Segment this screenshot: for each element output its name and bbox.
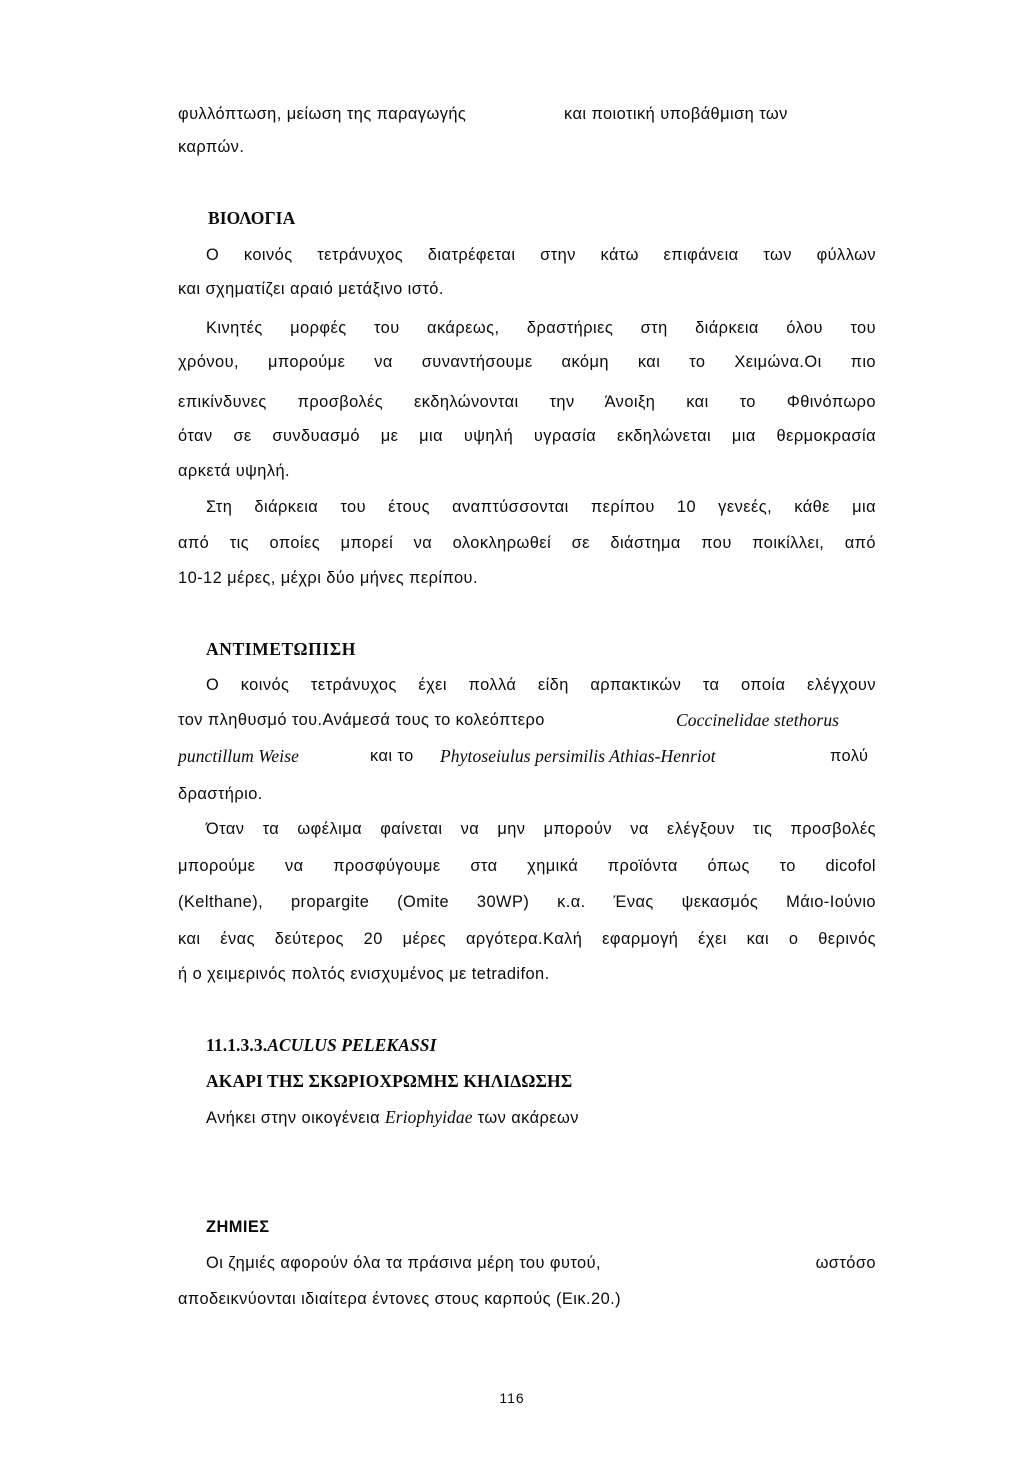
biology-p2-line-2: χρόνου, μπορούμε να συναντήσουμε ακόμη και το Χειμώνα.Οι πιο <box>178 353 876 371</box>
biology-heading: ΒΙΟΛΟΓΙΑ <box>208 208 296 228</box>
control-p2-line-5: ή ο χειμερινός πολτός ενισχυμένος με tetradifon. <box>178 965 550 983</box>
species-section-number: 11.1.3.3. <box>206 1035 268 1055</box>
control-p2-line-3: (Kelthane), propargite (Omite 30WP) κ.α. Ένας ψεκασμός Μάιο-Ιούνιο <box>178 893 876 911</box>
control-p2-line-2: μπορούμε να προσφύγουμε στα χημικά προϊόντα όπως το dicofol <box>178 857 876 875</box>
biology-p2-line-5: αρκετά υψηλή. <box>178 462 291 480</box>
biology-p3-line-3: 10-12 μέρες, μέχρι δύο μήνες περίπου. <box>178 569 478 587</box>
control-p1-line-2-text: τον πληθυσμό του.Ανάμεσά τους το κολεόπτερο <box>178 711 545 729</box>
damage-line-1-text-a: Οι ζημιές αφορούν όλα τα πράσινα μέρη του φυτού, <box>206 1254 602 1272</box>
control-p2-line-1: Όταν τα ωφέλιμα φαίνεται να μην μπορούν να ελέγξουν τις προσβολές <box>206 820 876 838</box>
biology-p2-line-1: Κινητές μορφές του ακάρεως, δραστήριες στη διάρκεια όλου του <box>206 319 876 337</box>
biology-p3-line-1: Στη διάρκεια του έτους αναπτύσσονται περίπου 10 γενεές, κάθε μια <box>206 498 876 516</box>
control-p1-line-3-end: πολύ <box>830 747 869 765</box>
control-p2-line-4: και ένας δεύτερος 20 μέρες αργότερα.Καλή εφαρμογή έχει και ο θερινός <box>178 930 876 948</box>
control-p1-line-3-conjunction: και το <box>370 747 414 765</box>
species-section-title <box>206 1035 904 1055</box>
control-heading: ΑΝΤΙΜΕΤΩΠΙΣΗ <box>206 639 356 659</box>
damage-line-1-text-b: ωστόσο <box>815 1254 876 1272</box>
intro-line-1 <box>178 104 876 124</box>
species-family-text-a: Ανήκει στην οικογένεια <box>206 1109 380 1127</box>
biology-p2-line-3: επικίνδυνες προσβολές εκδηλώνονται την Άνοιξη και το Φθινόπωρο <box>178 393 876 411</box>
species-section-name: ACULUS PELEKASSI <box>267 1035 437 1055</box>
species-common-name: ΑΚΑΡΙ ΤΗΣ ΣΚΩΡΙΟΧΡΩΜΗΣ ΚΗΛΙΔΩΣΗΣ <box>206 1071 573 1091</box>
biology-p3-line-2: από τις οποίες μπορεί να ολοκληρωθεί σε διάστημα που ποικίλλει, από <box>178 534 876 552</box>
species-name-punctillum: punctillum Weise <box>178 746 300 766</box>
species-family-text-c: των ακάρεων <box>477 1109 579 1127</box>
species-family-name: Eriophyidae <box>385 1107 473 1127</box>
species-name-coccinelidae: Coccinelidae stethorus <box>676 710 840 730</box>
damage-line-2: αποδεικνύονται ιδιαίτερα έντονες στους καρπούς (Εικ.20.) <box>178 1290 622 1308</box>
biology-p1-line-1: Ο κοινός τετράνυχος διατρέφεται στην κάτω επιφάνεια των φύλλων <box>206 246 876 264</box>
control-p1-line-2 <box>178 710 876 730</box>
intro-line-1-text-b: και ποιοτική υποβάθμιση των <box>564 105 788 123</box>
page-number: 116 <box>499 1390 525 1406</box>
species-family-line <box>206 1107 904 1128</box>
control-p1-line-4: δραστήριο. <box>178 785 263 803</box>
intro-line-2: καρπών. <box>178 138 245 156</box>
biology-p2-line-4: όταν σε συνδυασμό με μια υψηλή υγρασία εκδηλώνεται μια θερμοκρασία <box>178 427 876 445</box>
control-p1-line-1: Ο κοινός τετράνυχος έχει πολλά είδη αρπακτικών τα οποία ελέγχουν <box>206 676 876 694</box>
species-name-phytoseiulus: Phytoseiulus persimilis Athias-Henriot <box>440 746 716 766</box>
damage-line-1 <box>206 1253 876 1273</box>
biology-p1-line-2: και σχηματίζει αραιό μετάξινο ιστό. <box>178 280 444 298</box>
damage-heading: ΖΗΜΙΕΣ <box>206 1218 270 1236</box>
intro-line-1-text-a: φυλλόπτωση, μείωση της παραγωγής <box>178 105 467 123</box>
